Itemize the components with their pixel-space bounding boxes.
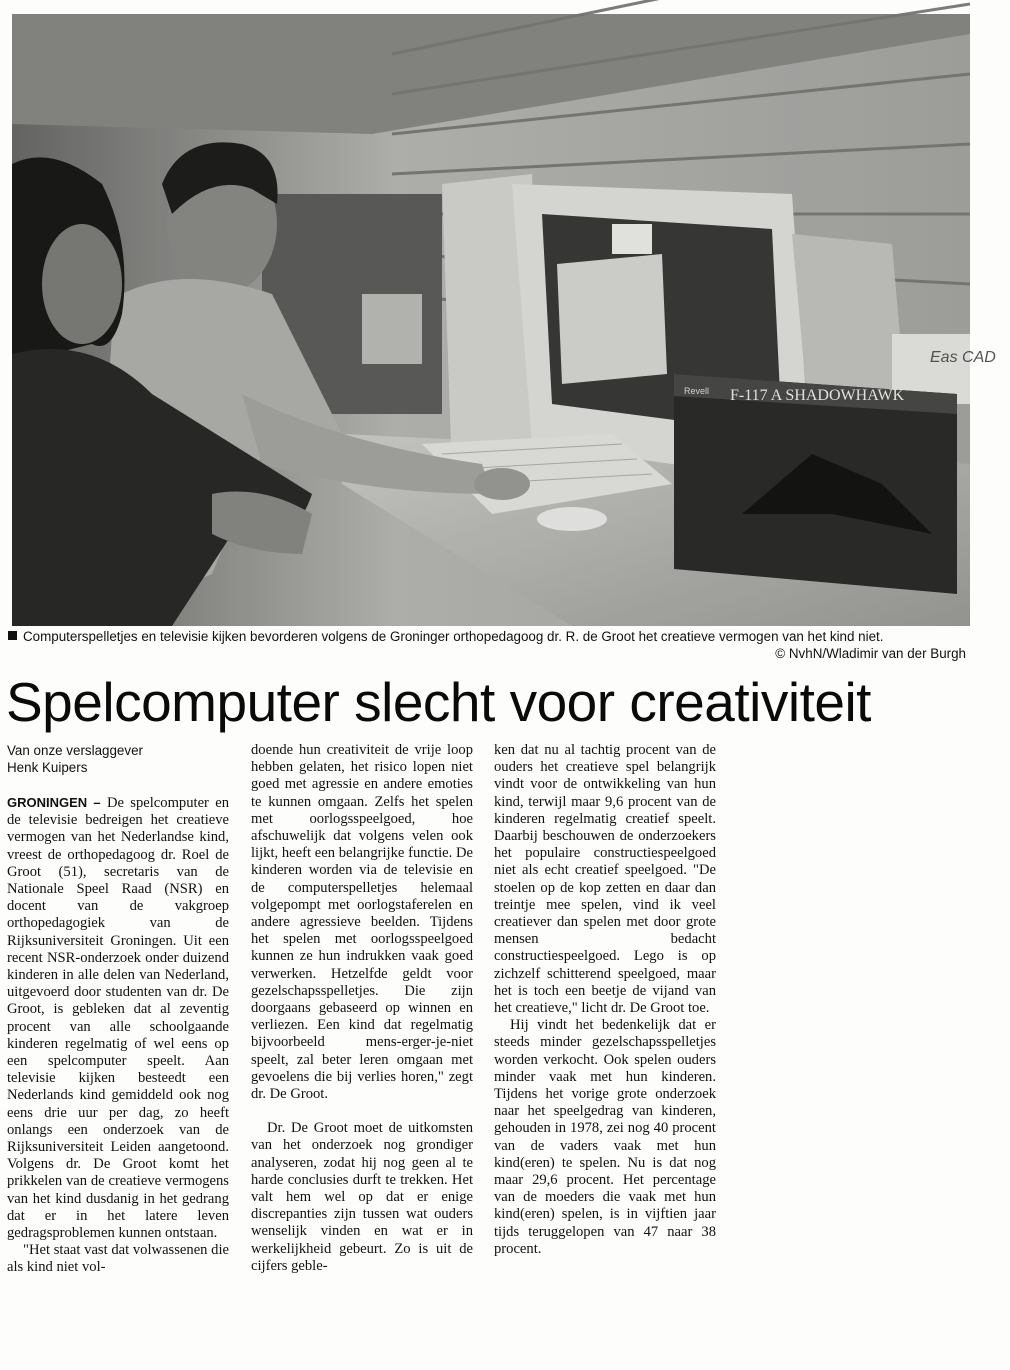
byline (7, 742, 229, 776)
article-column-1 (7, 742, 229, 1277)
photo-credit: © NvhN/Wladimir van der Burgh (775, 646, 966, 661)
news-photo (12, 14, 996, 626)
article-paragraph-3-end: ken dat nu al tachtig procent van de ouders het creatieve spel belangrijk vindt voor de ontwikkeling van hun kind, terwijl maar 9,6 procent van de kinderen regelmatig creatief speelt. Daarbij beschouwen de onderzoekers het populaire constructiespeelgoed niet als echt creatief speelgoed. "De stoelen op de kop zetten en daar dan treintje mee spelen, vind ik veel creatiever dan spelen met door grote mensen bedacht constructiespeelgoed. Lego is op zichzelf schitterend speelgoed, maar het is toch een beetje de vijand van het creatieve," licht dr. De Groot toe. (494, 742, 716, 1017)
byline-line-2: Henk Kuipers (7, 760, 88, 775)
byline-line-1: Van onze verslaggever (7, 743, 143, 758)
article-paragraph-1: GRONINGEN – De spelcomputer en de televisie bedreigen het creatieve vermogen van het Nederlandse kind, vreest de orthopedagoog dr. Roel de Groot (51), secretaris van de Nationale Speel Raad (NSR) en docent van de vakgroep orthopedagogiek van de Rijksuniversiteit Groningen. Uit een recent NSR-onderzoek onder duizend kinderen in alle delen van Nederland, uitgevoerd door studenten van dr. De Groot, is gebleken dat al zeventig procent van alle schoolgaande kinderen regelmatig of wel eens op een spelcomputer speelt. Aan televisie kijken besteedt een Nederlands kind gemiddeld ook nog eens drie uur per dag, zo heeft onlangs een onderzoek van de Rijksuniversiteit Leiden aangetoond. Volgens dr. De Groot komt het prikkelen van de creatieve vermogens van het kind dusdanig in het gedrang dat er in het latere leven gedragsproblemen kunnen ontstaan. (7, 795, 229, 1242)
dateline: GRONINGEN – (7, 795, 101, 810)
box-brand: Revell (684, 386, 710, 396)
article-column-2 (251, 742, 473, 1275)
article-column-3 (494, 742, 716, 1258)
article-paragraph-4: Hij vindt het bedenkelijk dat er steeds minder gezelschapsspelletjes worden verkocht. Ook spelen ouders minder vaak met hun kinderen. Tijdens het vorige grote onderzoek naar het speelgedrag van kinderen, gehouden in 1978, zei nog 40 procent van de vaders vaak met hun kind(eren) te spelen. Nu is dat nog maar 29,6 procent. Het percentage van de moeders die vaak met hun kind(eren) spelen, is in vijftien jaar tijds teruggelopen van 47 naar 38 procent. (494, 1017, 716, 1257)
headline: Spelcomputer slecht voor creativiteit (6, 671, 871, 733)
poster-text: Eas CAD (930, 349, 996, 366)
caption-text: Computerspelletjes en televisie kijken bevorderen volgens de Groninger orthopedagoog dr. R. de Groot het creatieve vermogen van het kind niet. (23, 629, 884, 644)
article-paragraph-2-start: "Het staat vast dat volwassenen die als kind niet vol- (7, 1242, 229, 1276)
photo-caption (8, 628, 968, 661)
caption-bullet-icon (8, 631, 17, 640)
box-label: F-117 A SHADOWHAWK (730, 387, 905, 404)
article-paragraph-3-start: Dr. De Groot moet de uitkomsten van het onderzoek nog grondiger analyseren, zodat hij nog geen al te harde conclusies durft te trekken. Het valt hem wel op dat er enige discrepanties zijn tussen wat ouders wenselijk vinden en wat er in werkelijkheid gebeurt. Zo is uit de cijfers geble- (251, 1120, 473, 1274)
article-paragraph-2-end: doende hun creativiteit de vrije loop hebben gelaten, het risico lopen niet goed met agressie en andere emoties te kunnen omgaan. Zelfs het spelen met oorlogsspeelgoed, hoe afschuwelijk dat volgens velen ook lijkt, heeft een belangrijke functie. De kinderen worden via de televisie en de computerspelletjes helemaal volgepompt met oorlogstaferelen en andere agressieve beelden. Tijdens het spelen met oorlogsspeelgoed kunnen ze hun indrukken vaak goed verwerken. Hetzelfde geldt voor gezelschapsspelletjes. Die zijn doorgaans gebaseerd op winnen en verliezen. Een kind dat regelmatig bijvoorbeeld mens-erger-je-niet speelt, zal beter leren omgaan met gevoelens die bij verlies horen," zegt dr. De Groot. (251, 742, 473, 1103)
